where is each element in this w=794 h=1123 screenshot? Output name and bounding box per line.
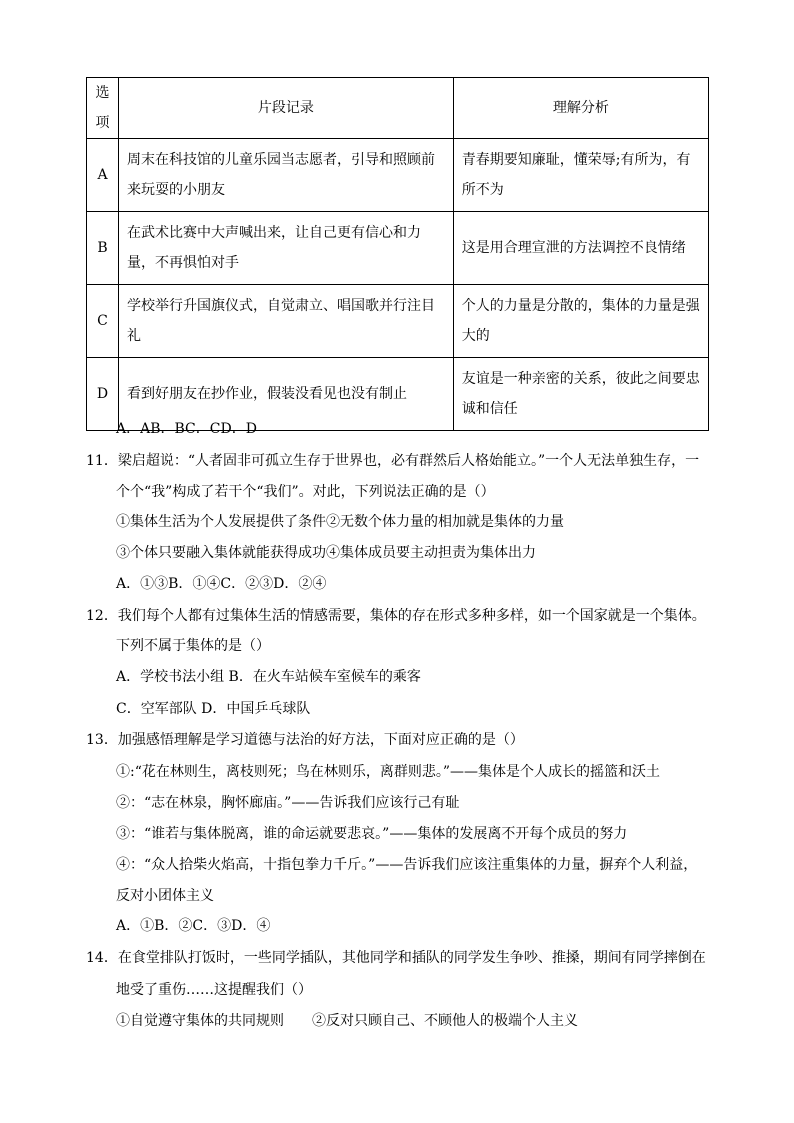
q12-options-line1: A．学校书法小组 B．在火车站候车室候车的乘客 (116, 669, 421, 685)
table-row (87, 285, 709, 358)
row-option: B (87, 212, 119, 285)
row-analysis: 这是用合理宣泄的方法调控不良情绪 (453, 212, 708, 285)
q13-stem: 13．加强感悟理解是学习道德与法治的好方法，下面对应正确的是（） (86, 732, 524, 748)
row-record: 在武术比赛中大声喊出来，让自己更有信心和力量，不再惧怕对手 (119, 212, 454, 285)
q14-stem-line2: 地受了重伤……这提醒我们（） (116, 982, 312, 998)
option-analysis-table (86, 77, 709, 431)
q13-options: A．①B．②C．③D．④ (116, 918, 271, 934)
q11-item2: ③个体只要融入集体就能获得成功④集体成员要主动担责为集体出力 (116, 545, 536, 561)
header-analysis: 理解分析 (453, 78, 708, 139)
q13-item2: ②：“志在林泉，胸怀廊庙。”——告诉我们应该行己有耻 (116, 795, 460, 811)
row-analysis: 个人的力量是分散的，集体的力量是强大的 (453, 285, 708, 358)
q13-item4-line1: ④：“众人拾柴火焰高，十指包拳力千斤。”——告诉我们应该注重集体的力量，摒弃个人利益， (116, 857, 698, 873)
q11-stem-line2: 个个“我”构成了若干个“我们”。对此，下列说法正确的是（） (116, 484, 495, 500)
q12-options-line2: C．空军部队 D．中国乒乓球队 (116, 701, 311, 717)
q10-options: A．AB．BC．CD．D (116, 421, 257, 437)
row-analysis: 青春期要知廉耻，懂荣辱;有所为，有所不为 (453, 139, 708, 212)
row-option: C (87, 285, 119, 358)
q14-item1: ①自觉遵守集体的共同规则 ②反对只顾自己、不顾他人的极端个人主义 (116, 1013, 578, 1029)
q13-item3: ③：“谁若与集体脱离，谁的命运就要悲哀。”——集体的发展离不开每个成员的努力 (116, 826, 628, 842)
q11-options: A．①③B．①④C．②③D．②④ (116, 576, 327, 592)
q13-item1: ①:“花在林则生，离枝则死；鸟在林则乐，离群则悲。”——集体是个人成长的摇篮和沃土 (116, 764, 661, 780)
q14-stem-line1: 14．在食堂排队打饭时，一些同学插队，其他同学和插队的同学发生争吵、推搡，期间有同学摔倒在 (86, 950, 706, 966)
row-option: A (87, 139, 119, 212)
row-record: 学校举行升国旗仪式，自觉肃立、唱国歌并行注目礼 (119, 285, 454, 358)
q13-item4-line2: 反对小团体主义 (116, 888, 214, 904)
q11-item1: ①集体生活为个人发展提供了条件②无数个体力量的相加就是集体的力量 (116, 514, 564, 530)
q12-stem-line1: 12．我们每个人都有过集体生活的情感需要，集体的存在形式多种多样，如一个国家就是一个集体。 (86, 608, 706, 624)
table-row (87, 139, 709, 212)
row-record: 看到好朋友在抄作业，假装没看见也没有制止 (119, 358, 454, 431)
header-record: 片段记录 (119, 78, 454, 139)
row-analysis: 友谊是一种亲密的关系，彼此之间要忠诚和信任 (453, 358, 708, 431)
q12-stem-line2: 下列不属于集体的是（） (116, 638, 270, 654)
row-option: D (87, 358, 119, 431)
table-header-row (87, 78, 709, 139)
row-record: 周末在科技馆的儿童乐园当志愿者，引导和照顾前来玩耍的小朋友 (119, 139, 454, 212)
table-row (87, 212, 709, 285)
header-option: 选项 (87, 78, 119, 139)
q11-stem-line1: 11．梁启超说：“人者固非可孤立生存于世界也，必有群然后人格始能立。”一个人无法单独生存，一 (86, 453, 700, 469)
